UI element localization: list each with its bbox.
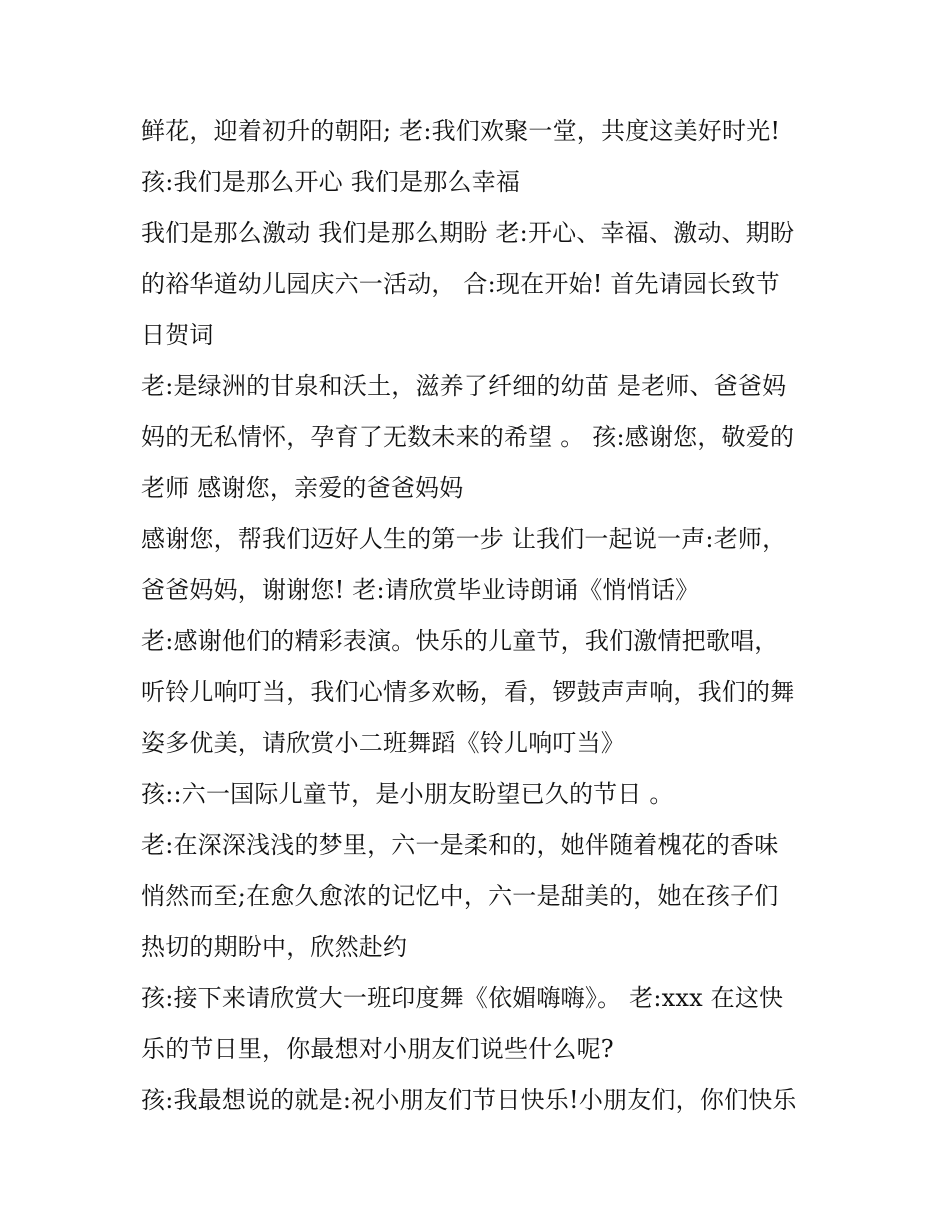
text-line: 感谢您，帮我们迈好人生的第一步 让我们一起说一声:老师， (141, 525, 787, 553)
text-line: 孩::六一国际儿童节，是小朋友盼望已久的节日 。 (141, 780, 674, 808)
text-line: 我们是那么激动 我们是那么期盼 老:开心、幸福、激动、期盼 (141, 219, 795, 247)
text-line: 热切的期盼中，欣然赴约 (141, 933, 408, 961)
text-line: 老:在深深浅浅的梦里，六一是柔和的，她伴随着槐花的香味 (141, 831, 779, 859)
text-line: 日贺词 (141, 321, 214, 349)
text-line: 孩:我最想说的就是:祝小朋友们节日快乐!小朋友们，你们快乐 (141, 1086, 797, 1114)
text-line: 孩:接下来请欣赏大一班印度舞《依媚嗨嗨》。 老:xxx 在这快 (141, 984, 784, 1012)
text-line: 老:感谢他们的精彩表演。快乐的儿童节，我们激情把歌唱， (141, 627, 779, 655)
text-line: 鲜花，迎着初升的朝阳; 老:我们欢聚一堂，共度这美好时光! (141, 117, 781, 145)
text-line: 爸爸妈妈，谢谢您! 老:请欣赏毕业诗朗诵《悄悄话》 (141, 576, 700, 604)
text-line: 妈的无私情怀，孕育了无数未来的希望 。 孩:感谢您，敬爱的 (141, 423, 795, 451)
text-line: 老:是绿洲的甘泉和沃土，滋养了纤细的幼苗 是老师、爸爸妈 (141, 372, 787, 400)
text-line: 老师 感谢您，亲爱的爸爸妈妈 (141, 474, 464, 502)
text-line: 悄然而至;在愈久愈浓的记忆中，六一是甜美的，她在孩子们 (141, 882, 779, 910)
text-line: 的裕华道幼儿园庆六一活动， 合:现在开始! 首先请园长致节 (141, 270, 780, 298)
text-line: 孩:我们是那么开心 我们是那么幸福 (141, 168, 521, 196)
text-line: 乐的节日里，你最想对小朋友们说些什么呢? (141, 1035, 614, 1063)
text-line: 姿多优美，请欣赏小二班舞蹈《铃儿响叮当》 (141, 729, 625, 757)
document-body (141, 106, 821, 1126)
text-line: 听铃儿响叮当，我们心情多欢畅，看，锣鼓声声响，我们的舞 (141, 678, 795, 706)
